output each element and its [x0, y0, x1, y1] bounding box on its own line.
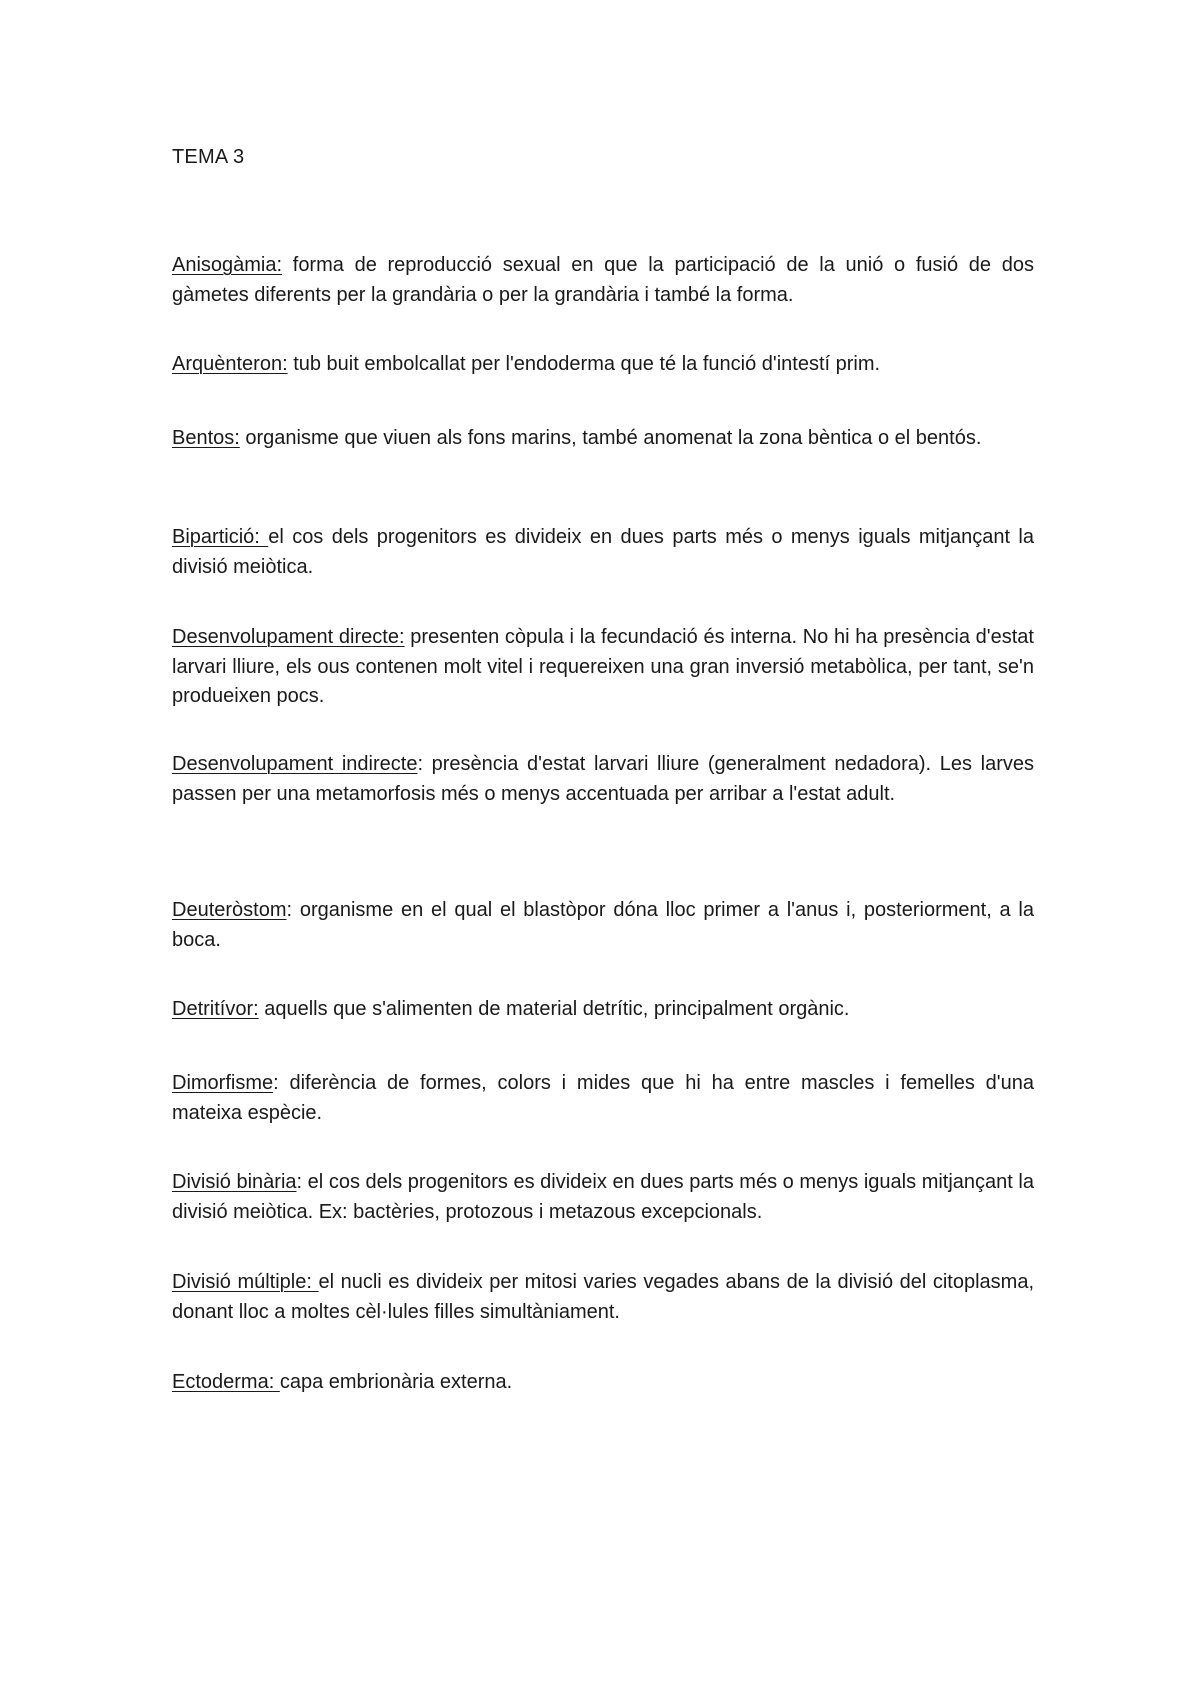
- glossary-term: Bentos:: [172, 427, 240, 449]
- glossary-term: Dimorfisme: [172, 1072, 274, 1094]
- glossary-definition: : diferència de formes, colors i mides que hi ha entre mascles i femelles d'una mateixa espècie.: [172, 1072, 1034, 1124]
- glossary-entry: [172, 350, 1034, 380]
- glossary-term: Bipartició:: [172, 526, 269, 548]
- glossary-entry: [172, 424, 1034, 454]
- glossary-definition: organisme que viuen als fons marins, també anomenat la zona bèntica o el bentós.: [239, 427, 982, 449]
- glossary-entry: [172, 896, 1034, 955]
- glossary-definition: forma de reproducció sexual en que la participació de la unió o fusió de dos gàmetes diferents per la grandària o per la grandària i també la forma.: [172, 254, 1034, 306]
- glossary-entry: [172, 995, 1034, 1025]
- glossary-definition: aquells que s'alimenten de material detrític, principalment orgànic.: [258, 998, 850, 1020]
- glossary-term: Ectoderma:: [172, 1371, 280, 1393]
- glossary-term: Desenvolupament directe:: [172, 626, 405, 648]
- glossary-entry: [172, 523, 1034, 582]
- glossary-definition: el cos dels progenitors es divideix en dues parts més o menys iguals mitjançant la divisió meiòtica.: [172, 526, 1034, 578]
- glossary-definition: : presència d'estat larvari lliure (generalment nedadora). Les larves passen per una metamorfosis més o menys accentuada per arribar a l'estat adult.: [172, 753, 1034, 805]
- glossary-entry: [172, 623, 1034, 712]
- glossary-entry: [172, 1268, 1034, 1327]
- glossary-entry: [172, 1069, 1034, 1128]
- glossary-term: Deuteròstom: [172, 899, 287, 921]
- glossary-definition: : el cos dels progenitors es divideix en dues parts més o menys iguals mitjançant la divisió meiòtica. Ex: bactèries, protozous i metazous excepcionals.: [172, 1171, 1035, 1223]
- glossary-term: Detritívor:: [172, 998, 259, 1020]
- glossary-term: Divisió binària: [172, 1171, 297, 1193]
- glossary-term: Desenvolupament indirecte: [172, 753, 418, 775]
- glossary-term: Arquènteron:: [172, 353, 288, 375]
- glossary-definition: : organisme en el qual el blastòpor dóna lloc primer a l'anus i, posteriorment, a la boca.: [172, 899, 1034, 951]
- glossary-entry: [172, 750, 1034, 809]
- glossary-term: Anisogàmia:: [172, 254, 283, 276]
- glossary-term: Divisió múltiple:: [172, 1271, 319, 1293]
- document-title: TEMA 3: [172, 146, 245, 168]
- glossary-definition: tub buit embolcallat per l'endoderma que té la funció d'intestí prim.: [287, 353, 881, 375]
- glossary-definition: presenten còpula i la fecundació és interna. No hi ha presència d'estat larvari lliure, els ous contenen molt vitel i requereixen una gran inversió metabòlica, per tant, se'n produeixen pocs.: [172, 626, 1034, 707]
- glossary-entry: [172, 251, 1034, 310]
- glossary-entry: [172, 1368, 1034, 1398]
- glossary-definition: capa embrionària externa.: [279, 1371, 513, 1393]
- glossary-entry: [172, 1168, 1034, 1227]
- glossary-definition: el nucli es divideix per mitosi varies vegades abans de la divisió del citoplasma, donant lloc a moltes cèl·lules filles simultàniament.: [172, 1271, 1035, 1323]
